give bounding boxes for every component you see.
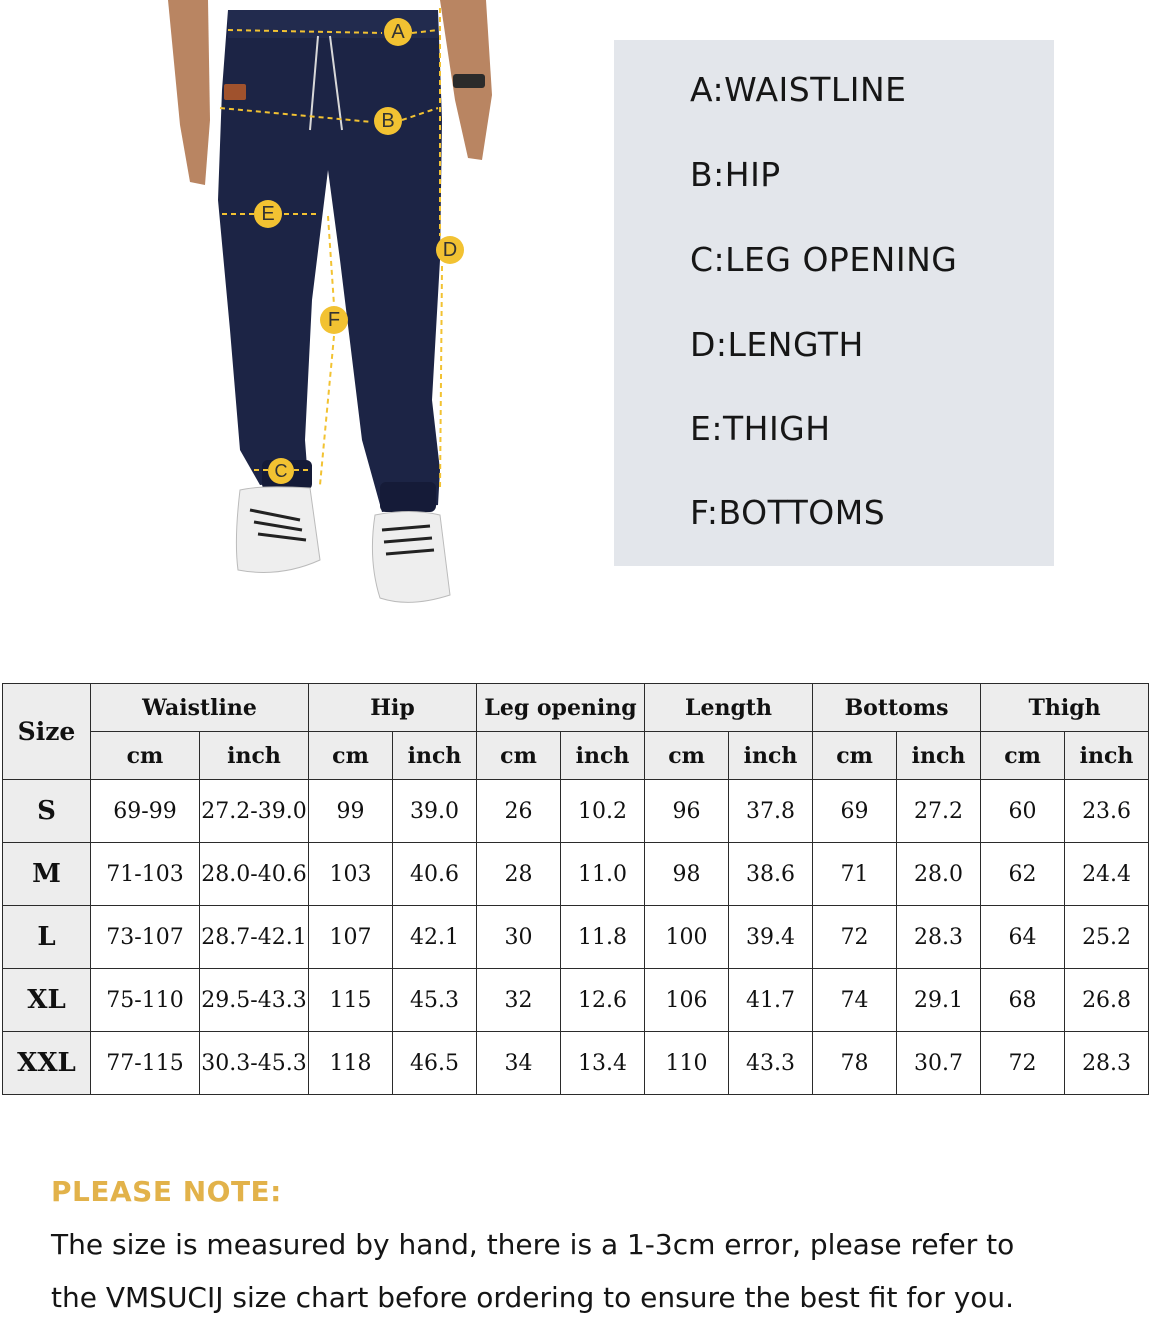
size-cell: M (3, 843, 91, 906)
size-cell: XXL (3, 1032, 91, 1095)
table-cell: 37.8 (729, 780, 813, 843)
right-shoe-icon (372, 512, 450, 603)
size-cell: S (3, 780, 91, 843)
table-cell: 72 (981, 1032, 1065, 1095)
table-cell: 75-110 (91, 969, 200, 1032)
marker-b-icon: B (374, 107, 402, 135)
table-cell: 25.2 (1065, 906, 1149, 969)
note-title: PLEASE NOTE: (51, 1175, 282, 1208)
table-cell: 74 (813, 969, 897, 1032)
table-cell: 118 (309, 1032, 393, 1095)
table-cell: 11.8 (561, 906, 645, 969)
group-header-bottoms: Bottoms (813, 684, 981, 732)
table-cell: 115 (309, 969, 393, 1032)
left-shoe-icon (236, 487, 320, 573)
group-header-thigh: Thigh (981, 684, 1149, 732)
table-cell: 10.2 (561, 780, 645, 843)
table-cell: 71 (813, 843, 897, 906)
unit-header-inch: inch (897, 732, 981, 780)
table-cell: 46.5 (393, 1032, 477, 1095)
legend-item-bottoms: F:BOTTOMS (690, 493, 886, 532)
table-cell: 28 (477, 843, 561, 906)
table-cell: 32 (477, 969, 561, 1032)
table-cell: 106 (645, 969, 729, 1032)
table-cell: 99 (309, 780, 393, 843)
left-arm (168, 0, 210, 185)
unit-header-cm: cm (477, 732, 561, 780)
legend-item-waistline: A:WAISTLINE (690, 70, 907, 109)
table-cell: 40.6 (393, 843, 477, 906)
legend-item-leg-opening: C:LEG OPENING (690, 240, 958, 279)
table-row (3, 906, 1149, 969)
table-cell: 27.2 (897, 780, 981, 843)
table-cell: 103 (309, 843, 393, 906)
table-row (3, 843, 1149, 906)
table-cell: 23.6 (1065, 780, 1149, 843)
measurement-legend (614, 40, 1054, 566)
size-column-header: Size (3, 684, 91, 780)
table-cell: 13.4 (561, 1032, 645, 1095)
marker-a-icon: A (384, 18, 412, 46)
unit-header-cm: cm (813, 732, 897, 780)
group-header-waistline: Waistline (91, 684, 309, 732)
table-cell: 62 (981, 843, 1065, 906)
group-header-hip: Hip (309, 684, 477, 732)
marker-d-icon: D (436, 236, 464, 264)
legend-item-length: D:LENGTH (690, 325, 864, 364)
table-cell: 26.8 (1065, 969, 1149, 1032)
unit-header-cm: cm (309, 732, 393, 780)
table-cell: 96 (645, 780, 729, 843)
table-cell: 38.6 (729, 843, 813, 906)
unit-header-cm: cm (645, 732, 729, 780)
table-cell: 45.3 (393, 969, 477, 1032)
table-cell: 77-115 (91, 1032, 200, 1095)
table-cell: 78 (813, 1032, 897, 1095)
watch-icon (453, 74, 485, 88)
table-cell: 98 (645, 843, 729, 906)
right-cuff (380, 482, 436, 512)
table-cell: 72 (813, 906, 897, 969)
table-cell: 28.7-42.1 (200, 906, 309, 969)
table-cell: 60 (981, 780, 1065, 843)
note-line-1: The size is measured by hand, there is a 1-3cm error, please refer to (51, 1228, 1015, 1261)
note-line-2: the VMSUCIJ size chart before ordering to ensure the best fit for you. (51, 1281, 1015, 1314)
table-cell: 73-107 (91, 906, 200, 969)
marker-f-icon: F (320, 306, 348, 334)
brand-patch-icon (224, 84, 246, 100)
table-cell: 29.1 (897, 969, 981, 1032)
size-cell: XL (3, 969, 91, 1032)
unit-header-inch: inch (393, 732, 477, 780)
table-cell: 11.0 (561, 843, 645, 906)
marker-c-icon: C (268, 458, 294, 484)
table-row (3, 1032, 1149, 1095)
table-cell: 42.1 (393, 906, 477, 969)
unit-header-inch: inch (729, 732, 813, 780)
table-cell: 29.5-43.3 (200, 969, 309, 1032)
size-cell: L (3, 906, 91, 969)
table-cell: 27.2-39.0 (200, 780, 309, 843)
table-cell: 71-103 (91, 843, 200, 906)
table-cell: 12.6 (561, 969, 645, 1032)
table-cell: 28.0-40.6 (200, 843, 309, 906)
legend-item-hip: B:HIP (690, 155, 781, 194)
group-header-length: Length (645, 684, 813, 732)
unit-header-inch: inch (561, 732, 645, 780)
table-cell: 30.3-45.3 (200, 1032, 309, 1095)
table-cell: 68 (981, 969, 1065, 1032)
table-cell: 28.0 (897, 843, 981, 906)
unit-header-cm: cm (981, 732, 1065, 780)
marker-e-icon: E (254, 200, 282, 228)
unit-header-cm: cm (91, 732, 200, 780)
table-cell: 107 (309, 906, 393, 969)
table-cell: 26 (477, 780, 561, 843)
table-cell: 24.4 (1065, 843, 1149, 906)
table-cell: 30 (477, 906, 561, 969)
pants-shape (218, 10, 442, 512)
table-cell: 39.0 (393, 780, 477, 843)
table-cell: 34 (477, 1032, 561, 1095)
table-cell: 69 (813, 780, 897, 843)
table-cell: 28.3 (1065, 1032, 1149, 1095)
group-header-leg-opening: Leg opening (477, 684, 645, 732)
table-cell: 30.7 (897, 1032, 981, 1095)
table-cell: 41.7 (729, 969, 813, 1032)
table-cell: 64 (981, 906, 1065, 969)
table-cell: 43.3 (729, 1032, 813, 1095)
table-cell: 69-99 (91, 780, 200, 843)
table-cell: 39.4 (729, 906, 813, 969)
table-cell: 100 (645, 906, 729, 969)
unit-header-inch: inch (1065, 732, 1149, 780)
legend-item-thigh: E:THIGH (690, 409, 831, 448)
table-row (3, 969, 1149, 1032)
size-chart-table (2, 683, 1149, 1095)
table-cell: 28.3 (897, 906, 981, 969)
table-row (3, 780, 1149, 843)
unit-header-inch: inch (200, 732, 309, 780)
table-cell: 110 (645, 1032, 729, 1095)
